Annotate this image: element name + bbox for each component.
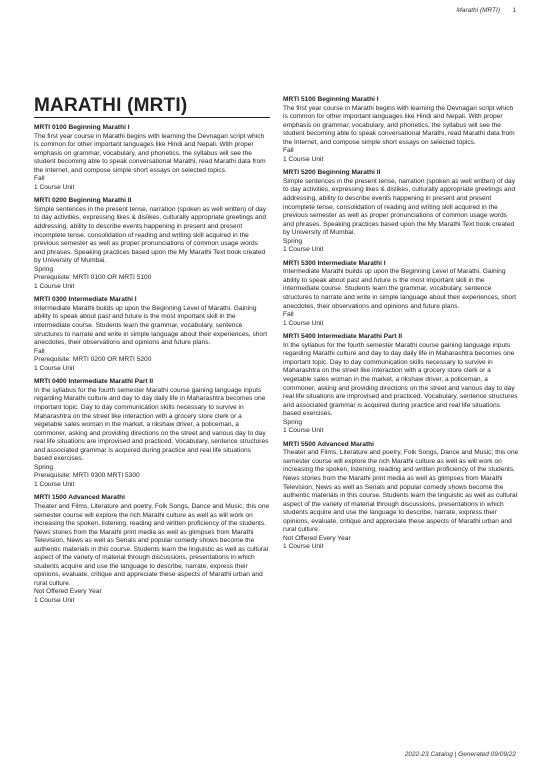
course-entry xyxy=(34,296,270,373)
course-term: Spring xyxy=(283,418,303,426)
course-title: MRTI 0400 Intermediate Marathi Part II xyxy=(34,378,154,386)
right-column xyxy=(283,96,519,557)
course-units: 1 Course Unit xyxy=(283,246,324,254)
course-units: 1 Course Unit xyxy=(283,427,324,435)
course-entry xyxy=(34,378,270,489)
catalog-footer: 2022-23 Catalog | Generated 09/09/22 xyxy=(404,751,516,758)
course-entry xyxy=(283,96,519,164)
course-description: Theater and Films, Literature and poetry, Folk Songs, Dance and Music; this one semester course will explore the rich Marathi culture as well as will work on increasing the spoken, listening, reading and written proficiency of the students. News stories from the Marathi print media as well as glimpses from Marathi Television, News as well as Serials and popular comedy shows become the authentic materials in this course. Students learn the linguistic as well as cultural aspect of the variety of material through discussions, presentations in which students acquire and use the language to describe, narrate, express their opinions, evaluate, critique and appreciate these aspects of Marathi urban and rural culture. xyxy=(283,449,519,534)
course-description: The first year course in Marathi begins with learning the Devnagari script which is common for other important languages like Hindi and Nepali. With proper emphasis on grammar, vocabulary, and phonetics, the syllabus will see the student becoming able to speak conversational Marathi, read Marathi data from the Internet, and compose simple short essays on selected topics. xyxy=(34,132,266,174)
course-term: Fall xyxy=(34,347,45,355)
course-units: 1 Course Unit xyxy=(34,183,75,191)
course-term: Not Offered Every Year xyxy=(283,534,351,542)
course-units: 1 Course Unit xyxy=(34,596,75,604)
course-title: MRTI 0200 Beginning Marathi II xyxy=(34,197,132,205)
course-title: MRTI 5200 Beginning Marathi II xyxy=(283,169,381,177)
course-term: Spring xyxy=(34,463,54,471)
course-units: 1 Course Unit xyxy=(34,480,75,488)
course-title: MRTI 5500 Advanced Marathi xyxy=(283,440,374,448)
course-description: Intermediate Marathi builds up upon the Beginning Level of Marathi. Gaining ability to speak about past and future is the most important skill in the intermediate course. Students learn the grammar, vocabulary, sentence structures to narrate and write in simple language about their experiences, short anecdotes, their observations and opinions and future plans. xyxy=(283,268,517,310)
running-header-title: Marathi (MRTI) xyxy=(456,7,500,14)
course-title: MRTI 0100 Beginning Marathi I xyxy=(34,124,130,131)
course-description: Simple sentences in the present tense, narration (spoken as well written) of day to day activities, expressing likes & dislikes, culturally appropriate greetings and addressing, ability to describe events happening in present and present incomplete tense, consolidation of reading and writing skill acquired in the previous semester as well as proper pronunciations of common usage words and phrases. Speaking practices based upon the My Marathi Text book created by University of Mumbai. xyxy=(34,205,267,265)
course-entry xyxy=(34,197,270,291)
course-units: 1 Course Unit xyxy=(283,319,324,327)
page-number: 1 xyxy=(512,7,516,14)
title-underline xyxy=(34,117,270,118)
course-term: Spring xyxy=(283,237,303,245)
course-prerequisite: Prerequisite: MRTI 0200 OR MRTI 5200 xyxy=(34,356,152,364)
course-entry xyxy=(283,260,519,328)
course-description: In the syllabus for the fourth semester Marathi course gaining language inputs regarding Marathi culture and day to day daily life in Maharashtra becomes one important topic. Day to day communication skills necessary to survive in Maharashtra on the street like interaction with a grocery store clerk or a vegetable sales woman in the market, a rikshaw driver, a policeman, a commoner, asking and providing directions on the street and various day to day real life situations are improvised and practiced. Vocabulary, sentence structures and associated grammar is acquired during practice and real life situations based exercises. xyxy=(34,386,269,463)
course-title: MRTI 0300 Intermediate Marathi I xyxy=(34,296,137,304)
course-units: 1 Course Unit xyxy=(283,543,324,551)
course-entry xyxy=(283,441,519,552)
course-prerequisite: Prerequisite: MRTI 0100 OR MRTI 5100 xyxy=(34,274,152,282)
course-title: MRTI 5100 Beginning Marathi I xyxy=(283,96,379,103)
course-prerequisite: Prerequisite: MRTI 0300 MRTI 5300 xyxy=(34,472,140,480)
course-units: 1 Course Unit xyxy=(34,364,75,372)
course-entry xyxy=(34,494,270,605)
course-description: Theater and Films, Literature and poetry, Folk Songs, Dance and Music; this one semester course will explore the rich Marathi culture as well as will work on increasing the spoken, listening, reading and written proficiency of the students. News stories from the Marathi print media as well as glimpses from Marathi Television, News as well as Serials and popular comedy shows become the authentic materials in this course. Students learn the linguistic as well as cultural aspect of the variety of material through discussions, presentations in which students acquire and use the language to describe, narrate, express their opinions, evaluate, critique and appreciate these aspects of Marathi urban and rural culture. xyxy=(34,502,270,587)
course-entry xyxy=(34,124,270,192)
course-title: MRTI 1500 Advanced Marathi xyxy=(34,494,125,502)
course-units: 1 Course Unit xyxy=(34,282,75,290)
course-description: The first year course in Marathi begins with learning the Devnagari script which is common for other important languages like Hindi and Nepali. With proper emphasis on grammar, vocabulary, and phonetics, the syllabus will see the student becoming able to speak conversational Marathi, read Marathi data from the Internet, and compose simple short essays on selected topics. xyxy=(283,104,515,146)
course-title: MRTI 5300 Intermediate Marathi I xyxy=(283,259,386,267)
course-title: MRTI 5400 Intermediate Marathi Part II xyxy=(283,333,403,341)
page-title: MARATHI (MRTI) xyxy=(34,95,188,116)
course-description: Simple sentences in the present tense, narration (spoken as well written) of day to day activities, expressing likes & dislikes, culturally appropriate greetings and addressing, ability to describe events happening in present and present incomplete tense, consolidation of reading and writing skill acquired in the previous semester as well as proper pronunciations of common usage words and phrases. Speaking practices based upon the My Marathi Text book created by University of Mumbai. xyxy=(283,177,516,237)
course-term: Not Offered Every Year xyxy=(34,588,102,596)
course-units: 1 Course Unit xyxy=(283,155,324,163)
course-term: Fall xyxy=(34,175,45,183)
course-term: Fall xyxy=(283,311,294,319)
course-term: Spring xyxy=(34,265,54,273)
course-description: In the syllabus for the fourth semester Marathi course gaining language inputs regarding Marathi culture and day to day daily life in Maharashtra becomes one important topic. Day to day communication skills necessary to survive in Maharashtra on the street like interaction with a grocery store clerk or a vegetable sales woman in the market, a rikshaw driver, a policeman, a commoner, asking and providing directions on the street and various day to day real life situations are improvised and practiced. Vocabulary, sentence structures and associated grammar is acquired during practice and real life situations based exercises. xyxy=(283,341,518,418)
course-description: Intermediate Marathi builds up upon the Beginning Level of Marathi. Gaining ability to speak about past and future is the most important skill in the intermediate course. Students learn the grammar, vocabulary, sentence structures to narrate and write in simple language about their experiences, short anecdotes, their observations and opinions and future plans. xyxy=(34,304,268,347)
course-entry xyxy=(283,169,519,254)
left-column xyxy=(34,124,270,611)
course-entry xyxy=(283,333,519,436)
course-term: Fall xyxy=(283,147,294,155)
